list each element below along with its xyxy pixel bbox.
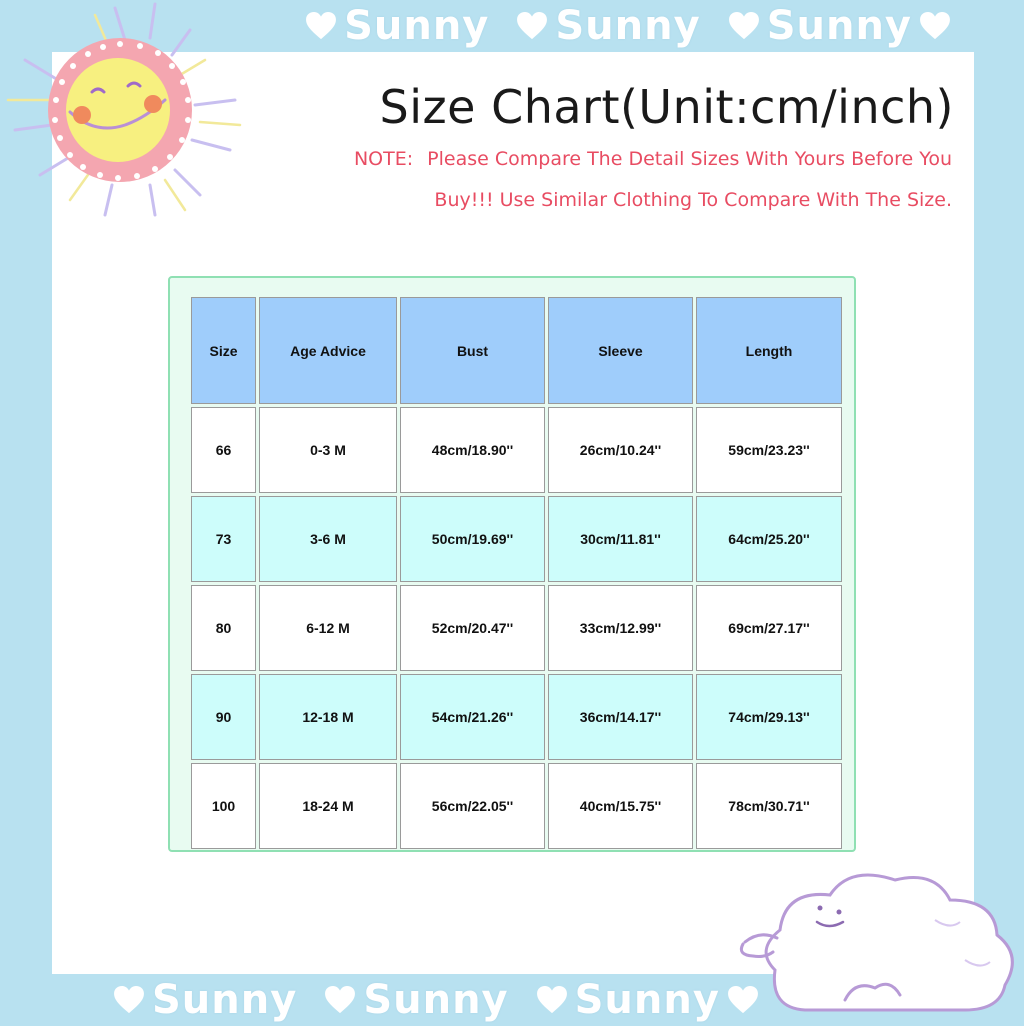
heart-icon	[517, 12, 547, 40]
size-table	[188, 294, 845, 852]
cell-age-advice: 12-18 M	[259, 674, 397, 760]
cell-length: 78cm/30.71''	[696, 763, 842, 849]
cell-length: 74cm/29.13''	[696, 674, 842, 760]
banner-word-text: Sunny	[344, 3, 490, 49]
cell-bust: 56cm/22.05''	[400, 763, 545, 849]
note-line-1	[354, 148, 952, 170]
cell-age-advice: 6-12 M	[259, 585, 397, 671]
cell-bust: 50cm/19.69''	[400, 496, 545, 582]
banner-word-text: Sunny	[766, 3, 912, 49]
note-text-1: Please Compare The Detail Sizes With Yours Before You	[427, 148, 952, 170]
cell-bust: 54cm/21.26''	[400, 674, 545, 760]
sun-illustration	[0, 0, 250, 230]
column-header-size: Size	[191, 297, 256, 404]
heart-icon	[325, 986, 355, 1014]
cell-sleeve: 36cm/14.17''	[548, 674, 693, 760]
heart-icon	[537, 986, 567, 1014]
banner-word	[729, 3, 950, 49]
banner-word-text: Sunny	[555, 3, 701, 49]
table-row	[191, 407, 842, 493]
table-row	[191, 674, 842, 760]
heart-icon	[729, 12, 759, 40]
cell-sleeve: 33cm/12.99''	[548, 585, 693, 671]
cell-age-advice: 18-24 M	[259, 763, 397, 849]
note-line-2: Buy!!! Use Similar Clothing To Compare With The Size.	[434, 189, 952, 211]
banner-word	[325, 977, 508, 1023]
cell-age-advice: 3-6 M	[259, 496, 397, 582]
cell-size: 66	[191, 407, 256, 493]
column-header-length: Length	[696, 297, 842, 404]
heart-icon	[920, 12, 950, 40]
cloud-illustration	[735, 860, 1024, 1024]
cell-bust: 48cm/18.90''	[400, 407, 545, 493]
banner-word	[517, 3, 700, 49]
table-row	[191, 585, 842, 671]
cell-size: 80	[191, 585, 256, 671]
cell-sleeve: 30cm/11.81''	[548, 496, 693, 582]
table-row	[191, 763, 842, 849]
cell-bust: 52cm/20.47''	[400, 585, 545, 671]
cell-size: 90	[191, 674, 256, 760]
column-header-bust: Bust	[400, 297, 545, 404]
banner-word-text: Sunny	[574, 977, 720, 1023]
note-label: NOTE:	[353, 148, 414, 170]
cell-length: 64cm/25.20''	[696, 496, 842, 582]
banner-word-text: Sunny	[152, 977, 298, 1023]
banner-word	[537, 977, 758, 1023]
column-header-sleeve: Sleeve	[548, 297, 693, 404]
table-row	[191, 496, 842, 582]
banner-word	[306, 3, 489, 49]
heart-icon	[306, 12, 336, 40]
size-table-container	[168, 276, 856, 852]
cell-length: 59cm/23.23''	[696, 407, 842, 493]
cell-sleeve: 40cm/15.75''	[548, 763, 693, 849]
cell-sleeve: 26cm/10.24''	[548, 407, 693, 493]
banner-word	[114, 977, 297, 1023]
heart-icon	[114, 986, 144, 1014]
cell-length: 69cm/27.17''	[696, 585, 842, 671]
page-title: Size Chart(Unit:cm/inch)	[379, 80, 954, 134]
banner-word-text: Sunny	[363, 977, 509, 1023]
cell-size: 100	[191, 763, 256, 849]
cell-age-advice: 0-3 M	[259, 407, 397, 493]
cell-size: 73	[191, 496, 256, 582]
column-header-age-advice: Age Advice	[259, 297, 397, 404]
table-header-row	[191, 297, 842, 404]
